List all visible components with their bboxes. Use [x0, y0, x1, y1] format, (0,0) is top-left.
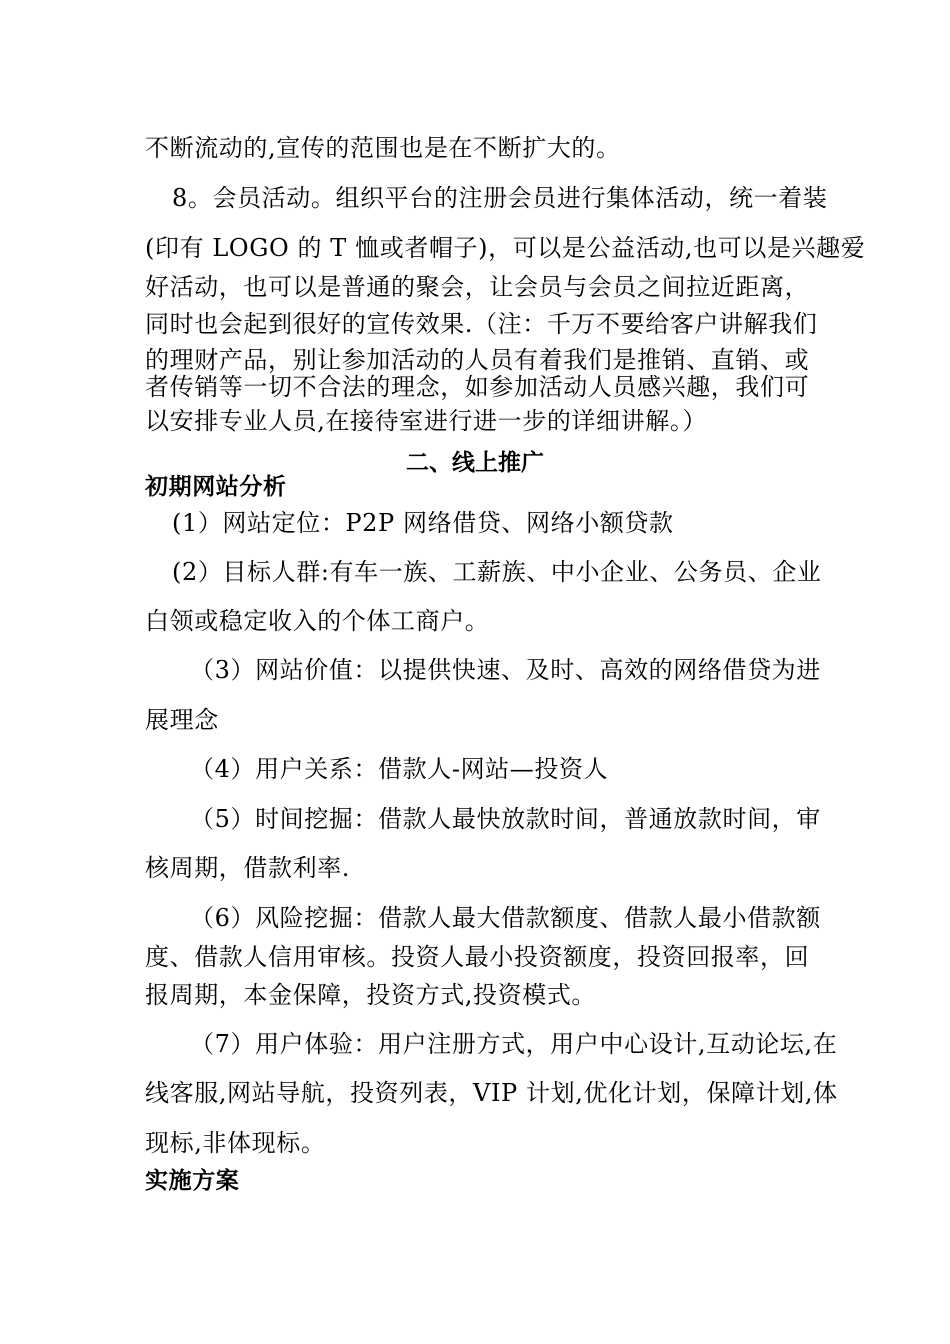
list-item: （3）网站价值：以提供快速、及时、高效的网络借贷为进	[190, 656, 821, 684]
paragraph-line: 好活动，也可以是普通的聚会，让会员与会员之间拉近距离，	[145, 273, 810, 301]
paragraph-line: 不断流动的,宣传的范围也是在不断扩大的。	[145, 134, 621, 162]
paragraph-line: 的理财产品，别让参加活动的人员有着我们是推销、直销、或	[145, 346, 810, 374]
paragraph-line: 者传销等一切不合法的理念，如参加活动人员感兴趣，我们可	[145, 373, 810, 401]
heading-implementation-plan: 实施方案	[145, 1168, 240, 1194]
paragraph-line: 8。会员活动。组织平台的注册会员进行集体活动，统一着装	[172, 184, 828, 212]
list-item: 白领或稳定收入的个体工商户。	[145, 607, 490, 635]
section-title: 二、线上推广	[406, 450, 544, 476]
list-item: （6）风险挖掘：借款人最大借款额度、借款人最小借款额	[190, 904, 821, 932]
list-item: 展理念	[145, 706, 219, 734]
paragraph-line: (印有 LOGO 的 T 恤或者帽子)，可以是公益活动,也可以是兴趣爱	[145, 234, 866, 262]
list-item: (1）网站定位：P2P 网络借贷、网络小额贷款	[172, 509, 674, 537]
list-item: 现标,非体现标。	[145, 1129, 326, 1157]
list-item: 度、借款人信用审核。投资人最小投资额度，投资回报率，回	[145, 943, 810, 971]
list-item: (2）目标人群:有车一族、工薪族、中小企业、公务员、企业	[172, 558, 822, 586]
list-item: 线客服,网站导航，投资列表，VIP 计划,优化计划，保障计划,体	[145, 1079, 838, 1107]
list-item: （5）时间挖掘：借款人最快放款时间，普通放款时间，审	[190, 805, 821, 833]
paragraph-line: 同时也会起到很好的宣传效果.（注：千万不要给客户讲解我们	[145, 310, 818, 338]
heading-initial-analysis: 初期网站分析	[145, 474, 287, 500]
paragraph-line: 以安排专业人员,在接待室进行进一步的详细讲解。）	[145, 407, 708, 435]
list-item: （4）用户关系：借款人-网站—投资人	[190, 755, 609, 783]
list-item: （7）用户体验：用户注册方式，用户中心设计,互动论坛,在	[190, 1030, 838, 1058]
list-item: 核周期，借款利率.	[145, 854, 351, 882]
list-item: 报周期，本金保障，投资方式,投资模式。	[145, 981, 597, 1009]
